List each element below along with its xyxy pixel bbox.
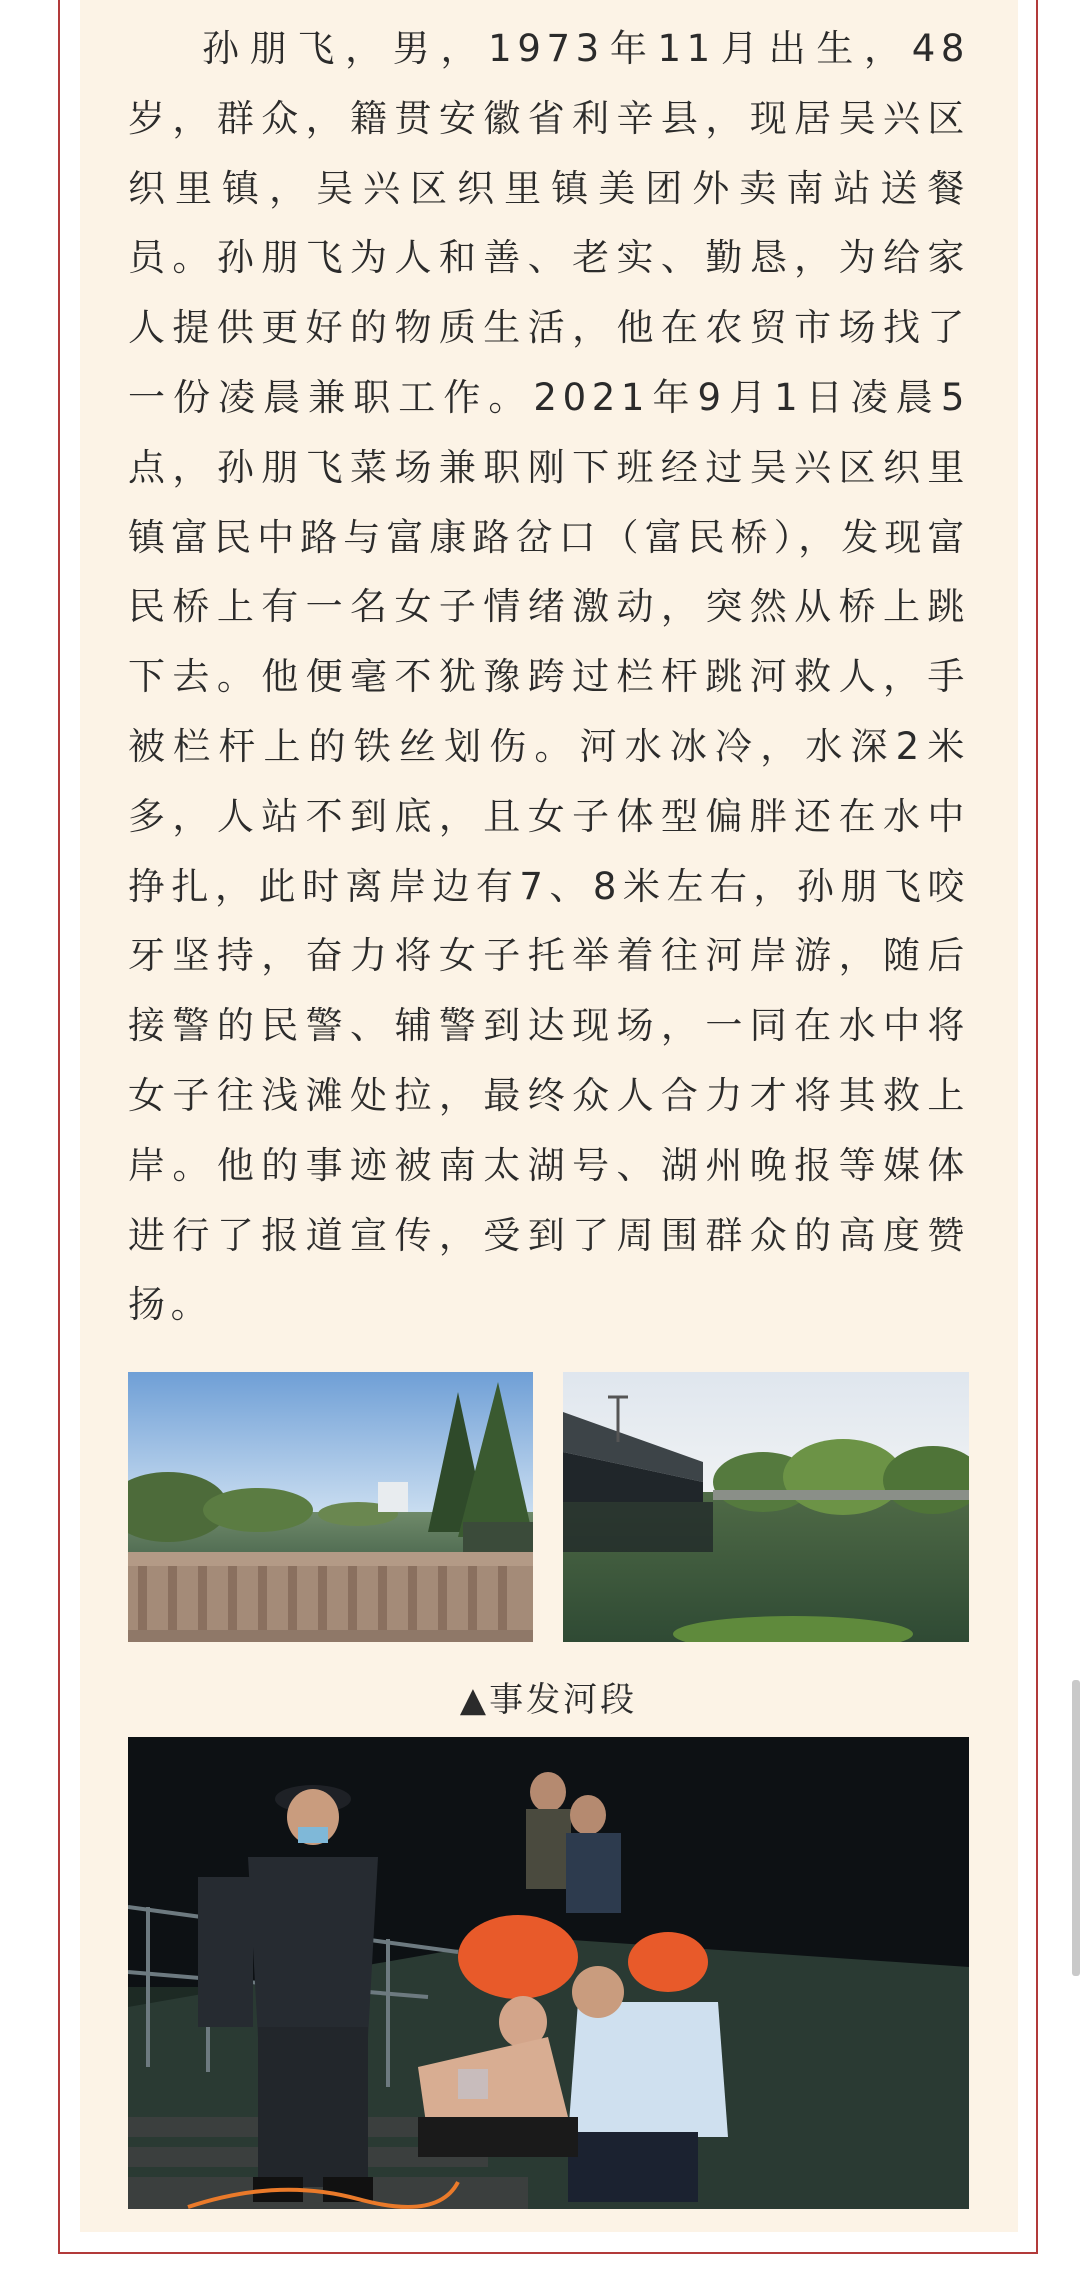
river-photo-left[interactable]: [128, 1372, 533, 1642]
river-photo-right[interactable]: [563, 1372, 969, 1642]
article-body: 孙朋飞，男，1973年11月出生，48岁，群众，籍贯安徽省利辛县，现居吴兴区织里镇，吴兴区织里镇美团外卖南站送餐员。孙朋飞为人和善、老实、勤恳，为给家人提供更好的物质生活，他在农贸市场找了一份凌晨兼职工作。2021年9月1日凌晨5点，孙朋飞菜场兼职刚下班经过吴兴区织里镇富民中路与富康路岔口（富民桥），发现富民桥上有一名女子情绪激动，突然从桥上跳下去。他便毫不犹豫跨过栏杆跳河救人，手被栏杆上的铁丝划伤。河水冰冷，水深2米多，人站不到底，且女子体型偏胖还在水中挣扎，此时离岸边有7、8米左右，孙朋飞咬牙坚持，奋力将女子托举着往河岸游，随后接警的民警、辅警到达现场，一同在水中将女子往浅滩处拉，最终众人合力才将其救上岸。他的事迹被南太湖号、湖州晚报等媒体进行了报道宣传，受到了周围群众的高度赞扬。: [128, 27, 970, 1327]
river-bridge-image: [563, 1372, 969, 1642]
rescue-scene-photo[interactable]: [128, 1737, 969, 2209]
photo-caption: ▲事发河段: [459, 1680, 638, 1720]
rescue-scene-image: [128, 1737, 969, 2209]
river-railing-image: [128, 1372, 533, 1642]
scrollbar-thumb[interactable]: [1072, 1680, 1080, 1976]
